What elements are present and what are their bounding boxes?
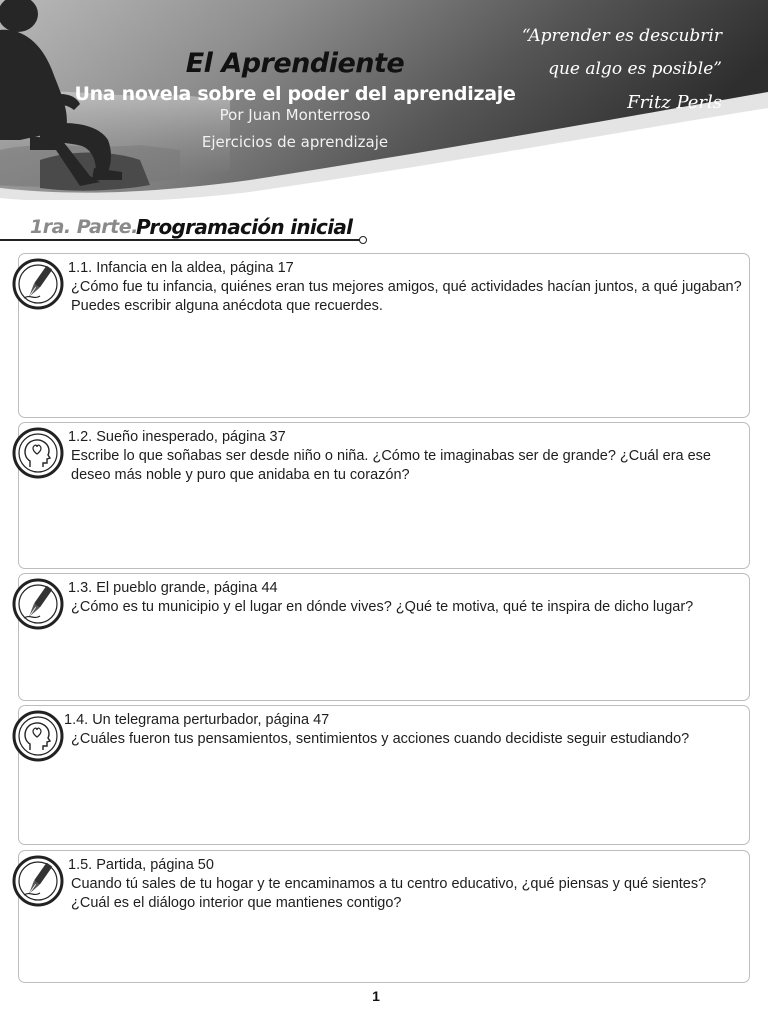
exercise-text (64, 711, 743, 749)
exercise-heading: 1.3. El pueblo grande, página 44 (68, 580, 278, 596)
exercise-question: ¿Cómo fue tu infancia, quiénes eran tus mejores amigos, qué actividades hacían juntos, a qué jugaban? Puedes escribir alguna anécdota que recuerdes. (71, 279, 742, 314)
exercise-text (68, 428, 743, 485)
exercise-question: ¿Cómo es tu municipio y el lugar en dónde vives? ¿Qué te motiva, qué te inspira de dicho lugar? (71, 599, 694, 615)
exercise-question: Escribe lo que soñabas ser desde niño o niña. ¿Cómo te imaginabas ser de grande? ¿Cuál era ese deseo más noble y puro que anidaba en tu corazón? (71, 448, 711, 483)
pen-icon (12, 855, 64, 907)
quote-line-1: “Aprender es descubrir (521, 26, 722, 46)
exercise-heading: 1.5. Partida, página 50 (68, 857, 214, 873)
part-title: Programación inicial (136, 215, 353, 239)
quote-line-2: que algo es posible” (548, 59, 722, 79)
exercise-box-1-4[interactable] (18, 705, 750, 845)
exercise-question: ¿Cuáles fueron tus pensamientos, sentimientos y acciones cuando decidiste seguir estudiando? (71, 731, 690, 747)
exercise-box-1-5[interactable] (18, 850, 750, 983)
book-subtitle: Una novela sobre el poder del aprendizaje (74, 83, 516, 105)
exercise-heading: 1.1. Infancia en la aldea, página 17 (68, 260, 294, 276)
head-heart-icon (12, 427, 64, 479)
exercise-box-1-1[interactable] (18, 253, 750, 418)
exercises-label: Ejercicios de aprendizaje (201, 133, 389, 151)
book-author: Por Juan Monterroso (219, 106, 371, 124)
part-label: 1ra. Parte. (30, 216, 138, 238)
page-number: 1 (372, 988, 380, 1004)
section-underline (0, 239, 362, 241)
book-title: El Aprendiente (185, 48, 405, 79)
header-banner (0, 0, 768, 200)
quote (482, 20, 722, 119)
exercise-text (68, 259, 743, 316)
section-heading (0, 214, 380, 248)
exercise-text (68, 579, 743, 617)
pen-icon (12, 578, 64, 630)
exercise-heading: 1.4. Un telegrama perturbador, página 47 (64, 712, 330, 728)
pen-icon (12, 258, 64, 310)
head-heart-icon (12, 710, 64, 762)
exercise-box-1-3[interactable] (18, 573, 750, 701)
exercise-box-1-2[interactable] (18, 422, 750, 569)
exercise-text (68, 856, 743, 913)
quote-author: Fritz Perls (627, 92, 722, 113)
exercise-question: Cuando tú sales de tu hogar y te encaminamos a tu centro educativo, ¿qué piensas y qué sientes? ¿Cuál es el diálogo interior que mantienes contigo? (71, 876, 707, 911)
exercise-heading: 1.2. Sueño inesperado, página 37 (68, 429, 286, 445)
section-underline-dot (359, 236, 367, 244)
